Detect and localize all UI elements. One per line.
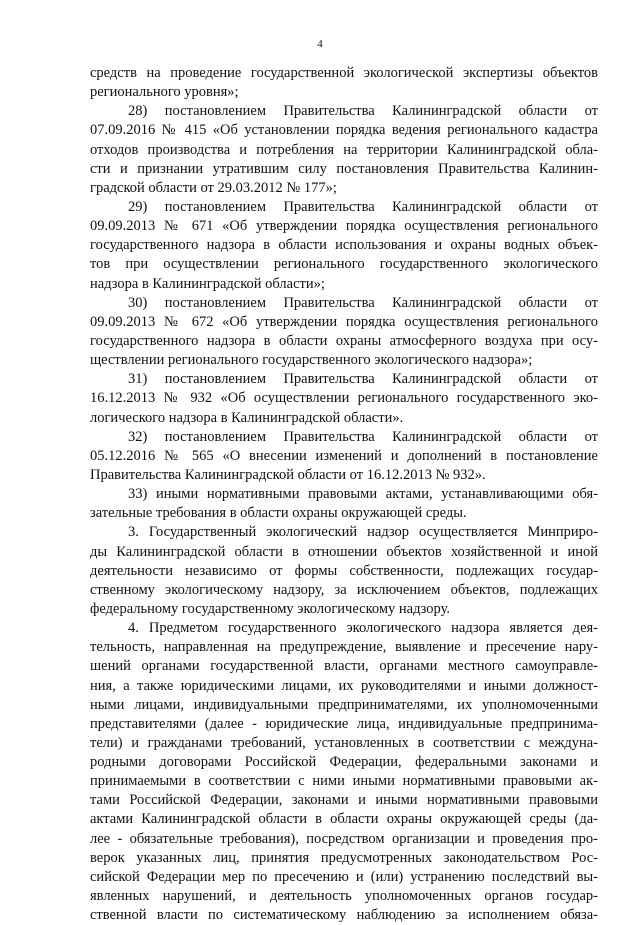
text-line: тели) и гражданами требований, установленных в соответствии с междуна-: [90, 734, 598, 751]
text-line: ды Калининградской области в отношении объектов хозяйственной и иной: [90, 543, 598, 560]
text-line: верок указанных лиц, принятия предусмотренных законодательством Рос-: [90, 849, 598, 866]
text-line: 32) постановлением Правительства Калининградской области от: [128, 428, 598, 445]
text-line: тов при осуществлении регионального государственного экологического: [90, 256, 598, 273]
text-line: 09.09.2013 № 672 «Об утверждении порядка осуществления регионального: [90, 313, 598, 330]
text-line: 30) постановлением Правительства Калининградской области от: [128, 294, 598, 311]
text-line: принимаемыми в соответствии с ними иными нормативными правовыми ак-: [90, 773, 598, 790]
text-line: 28) постановлением Правительства Калининградской области от: [128, 103, 598, 120]
text-line: государственного надзора в области использования и охраны водных объек-: [90, 237, 598, 254]
text-line: 16.12.2013 № 932 «Об осуществлении регионального государственного эко-: [90, 390, 598, 407]
text-line: 3. Государственный экологический надзор осуществляется Минприро-: [128, 524, 598, 541]
document-body: [90, 64, 598, 925]
text-line: сти и признании утратившим силу постановления Правительства Калинин-: [90, 160, 598, 177]
text-line: деятельности независимо от формы собственности, подлежащих государ-: [90, 562, 598, 579]
text-line: ственной власти по систематическому наблюдению за исполнением обяза-: [90, 907, 598, 924]
text-line: средств на проведение государственной экологической экспертизы объектов: [90, 65, 598, 81]
text-line: ственному экологическому надзору, за исключением объектов, подлежащих: [90, 581, 598, 598]
text-line: представителями (далее - юридические лица, индивидуальные предпринима-: [90, 715, 598, 732]
text-line: лее - обязательные требования), посредством организации и проведения про-: [90, 830, 598, 847]
text-line: государственного надзора в области охраны атмосферного воздуха при осу-: [90, 332, 598, 349]
text-line: 07.09.2016 № 415 «Об установлении порядка ведения регионального кадастра: [90, 122, 598, 139]
text-line: тами Российской Федерации, законами и иными нормативными правовыми: [90, 792, 598, 809]
text-line: зательные требования в области охраны окружающей среды.: [90, 505, 467, 522]
text-line: тельность, направленная на предупреждение, выявление и пресечение нару-: [90, 639, 598, 656]
text-line: Правительства Калининградской области от 16.12.2013 № 932».: [90, 466, 486, 483]
text-line: регионального уровня»;: [90, 84, 239, 101]
text-line: 31) постановлением Правительства Калининградской области от: [128, 371, 598, 388]
text-line: 33) иными нормативными правовыми актами, устанавливающими обя-: [128, 486, 598, 503]
text-line: отходов производства и потребления на территории Калининградской обла-: [90, 141, 598, 158]
text-line: 09.09.2013 № 671 «Об утверждении порядка осуществления регионального: [90, 218, 598, 235]
text-line: федеральному государственному экологическому надзору.: [90, 600, 451, 617]
text-line: ными лицами, индивидуальными предпринимателями, их уполномоченными: [90, 696, 598, 713]
text-line: надзора в Калининградской области»;: [90, 275, 325, 292]
text-line: 29) постановлением Правительства Калининградской области от: [128, 198, 598, 215]
text-line: ния, а также юридическими лицами, их руководителями и иными должност-: [90, 677, 598, 694]
text-line: шений органами государственной власти, органами местного самоуправле-: [90, 658, 598, 675]
text-line: 4. Предметом государственного экологического надзора является дея-: [128, 620, 598, 637]
text-line: родными договорами Российской Федерации, федеральными законами и: [90, 754, 598, 771]
text-line: сийской Федерации мер по пресечению и (или) устранению последствий вы-: [90, 868, 598, 885]
text-line: градской области от 29.03.2012 № 177»;: [90, 179, 337, 196]
text-line: ществлении регионального государственного экологического надзора»;: [90, 352, 533, 369]
text-line: явленных нарушений, и деятельность уполномоченных органов государ-: [90, 888, 598, 905]
text-line: логического надзора в Калининградской области».: [90, 409, 404, 426]
text-line: актами Калининградской области в области охраны окружающей среды (да-: [90, 811, 598, 828]
text-line: 05.12.2016 № 565 «О внесении изменений и дополнений в постановление: [90, 447, 598, 464]
page-number: 4: [317, 38, 323, 50]
